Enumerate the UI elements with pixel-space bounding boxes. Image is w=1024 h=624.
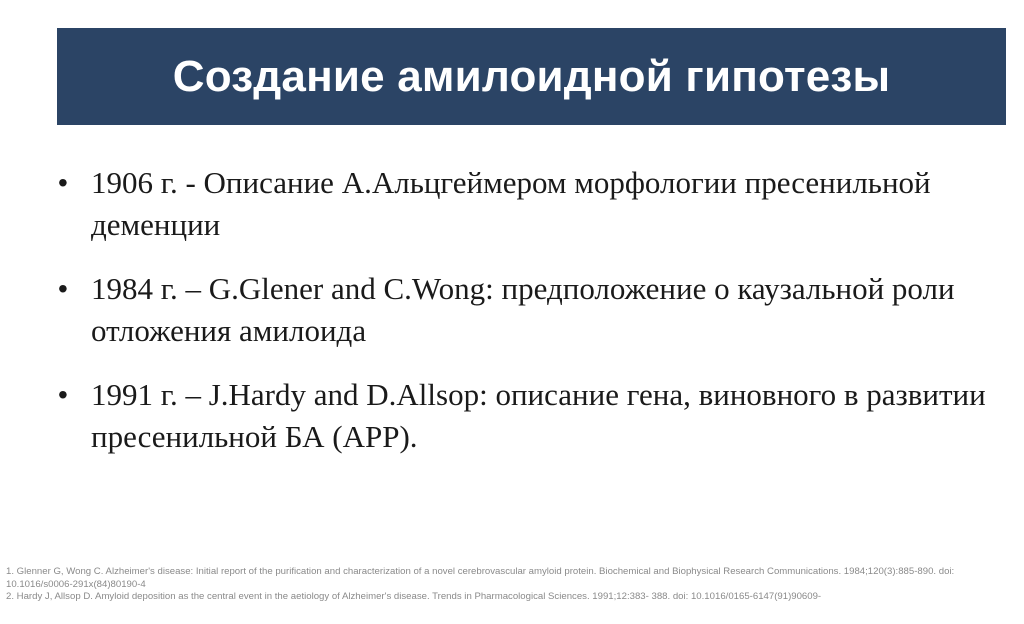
bullet-text: 1984 г. – G.Glener and C.Wong: предположение о каузальной роли отложения амилоида: [91, 271, 955, 348]
bullet-text: 1906 г. - Описание А.Альцгеймером морфологии пресенильной деменции: [91, 165, 931, 242]
bullet-icon: •: [58, 379, 68, 410]
bullet-item: [58, 268, 1008, 352]
bullet-list: [58, 162, 1008, 480]
bullet-item: [58, 374, 1008, 458]
bullet-item: [58, 162, 1008, 246]
title-banner: [57, 28, 1006, 125]
reference-item: 1. Glenner G, Wong C. Alzheimer's disease: Initial report of the purification and characterization of a novel cerebrovascular amyloid protein. Biochemical and Biophysical Research Communications. 1984;120(3):885-890. doi: 10.1016/s0006-291x(84)80190-4: [6, 566, 955, 590]
reference-item: 2. Hardy J, Allsop D. Amyloid deposition as the central event in the aetiology of Alzheimer's disease. Trends in Pharmacological Sciences. 1991;12:383- 388. doi: 10.1016/0165-6147(91)90609-: [6, 591, 822, 602]
slide-title: Создание амилоидной гипотезы: [172, 51, 891, 101]
bullet-text: 1991 г. – J.Hardy and D.Allsop: описание гена, виновного в развитии пресенильной БА (APP).: [91, 377, 986, 454]
references: [6, 566, 1016, 604]
bullet-icon: •: [58, 273, 68, 304]
bullet-icon: •: [58, 167, 68, 198]
